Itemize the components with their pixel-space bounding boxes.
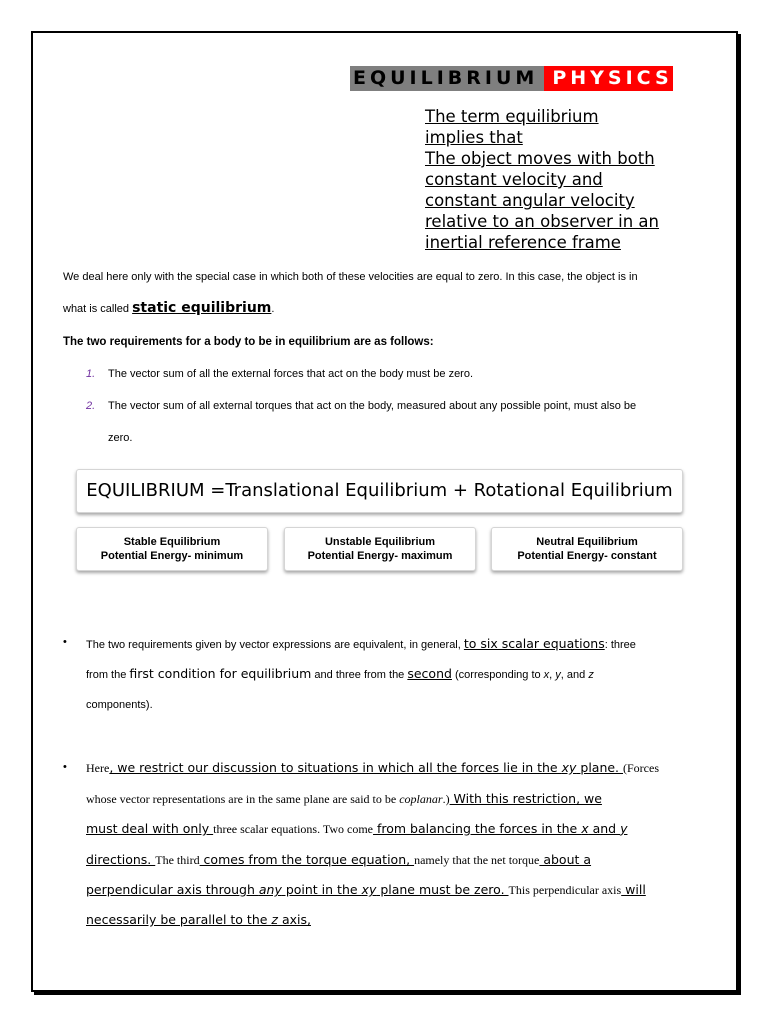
- requirements-heading: The two requirements for a body to be in equilibrium are as follows:: [63, 336, 434, 348]
- intro-line: The term equilibrium: [425, 107, 599, 126]
- intro-line: relative to an observer in an: [425, 212, 660, 231]
- intro-line: constant angular velocity: [425, 191, 635, 210]
- text-run: first condition for equilibrium: [129, 666, 312, 681]
- text-run: what is called: [63, 303, 133, 315]
- text-run: y: [620, 821, 628, 836]
- stable-equilibrium-box: [76, 527, 268, 571]
- text-run: With this restriction, we: [449, 791, 602, 806]
- text-run: The third: [155, 853, 200, 867]
- text-run: .): [442, 792, 450, 806]
- bullet-line: components).: [86, 699, 153, 711]
- text-run: This perpendicular axis: [508, 883, 622, 897]
- text-run: xy: [561, 760, 577, 775]
- text-run: , we restrict our discussion to situations in which all the forces lie in the: [109, 760, 562, 775]
- bullet-icon: •: [63, 761, 67, 773]
- list-item: The vector sum of all external torques that act on the body, measured about any possible point, must also be: [108, 400, 637, 412]
- bullet-line: [86, 636, 636, 651]
- paragraph-line: We deal here only with the special case in which both of these velocities are equal to zero. In this case, the object is in: [63, 271, 638, 283]
- text-run: any: [258, 882, 282, 897]
- text-run: plane must be zero.: [376, 882, 509, 897]
- bullet-line: [86, 912, 311, 927]
- text-run: point in the: [281, 882, 362, 897]
- bullet-line: [86, 852, 591, 868]
- text-run: coplanar: [399, 792, 443, 806]
- unstable-equilibrium-box: [284, 527, 476, 571]
- text-run: : three: [604, 639, 636, 651]
- intro-line: The object moves with both: [425, 149, 655, 168]
- text-run: axis,: [277, 912, 311, 927]
- text-run: (corresponding to: [451, 669, 544, 681]
- text-run: and: [588, 821, 621, 836]
- text-run: z: [271, 912, 278, 927]
- bullet-line: [86, 821, 627, 837]
- box-energy: Potential Energy- constant: [517, 550, 657, 562]
- text-run: .: [271, 303, 275, 315]
- bullet-icon: •: [63, 636, 67, 648]
- title-physics: PHYSICS: [544, 66, 673, 91]
- text-run: must deal with only: [86, 821, 214, 836]
- bullet-line: [86, 666, 594, 681]
- title-equilibrium: EQUILIBRIUM: [350, 66, 544, 91]
- box-title: Unstable Equilibrium: [324, 536, 435, 548]
- text-run: , and: [560, 669, 589, 681]
- text-run: will: [621, 882, 646, 897]
- intro-definition: [425, 106, 700, 253]
- text-run: namely that the net torque: [414, 853, 540, 867]
- text-run: (Forces: [623, 761, 660, 775]
- box-energy: Potential Energy- minimum: [100, 550, 244, 562]
- text-run: x: [581, 821, 589, 836]
- text-run: to six scalar equations: [463, 636, 605, 651]
- box-title: Stable Equilibrium: [123, 536, 221, 548]
- list-item-continuation: zero.: [108, 432, 133, 444]
- bullet-line: [86, 882, 646, 898]
- text-run: and three from the: [311, 669, 408, 681]
- box-title: Neutral Equilibrium: [536, 536, 638, 548]
- text-run: whose vector representations are in the same plane are said to be: [86, 792, 400, 806]
- equation-box: EQUILIBRIUM =Translational Equilibrium + Rotational Equilibrium: [76, 469, 683, 513]
- intro-line: constant velocity and: [425, 170, 603, 189]
- text-run: second: [407, 666, 452, 681]
- bullet-line: [86, 760, 659, 776]
- text-run: The two requirements given by vector expressions are equivalent, in general,: [86, 639, 464, 651]
- text-run: perpendicular axis through: [86, 882, 259, 897]
- text-run: z: [588, 669, 594, 681]
- text-run: from balancing the forces in the: [373, 821, 582, 836]
- text-run: necessarily be parallel to the: [86, 912, 272, 927]
- text-run: comes from the torque equation,: [199, 852, 415, 867]
- neutral-equilibrium-box: [491, 527, 683, 571]
- static-equilibrium-term: static equilibrium: [132, 300, 272, 316]
- text-run: Here: [86, 761, 110, 775]
- paragraph-line: [63, 300, 274, 316]
- list-item: The vector sum of all the external forces that act on the body must be zero.: [108, 368, 474, 380]
- intro-line: implies that: [425, 128, 523, 147]
- text-run: about a: [539, 852, 592, 867]
- text-run: directions.: [86, 852, 156, 867]
- text-run: plane.: [576, 760, 624, 775]
- page-title: [350, 66, 673, 91]
- text-run: three scalar equations. Two come: [213, 822, 374, 836]
- text-run: from the: [86, 669, 130, 681]
- text-run: x: [543, 669, 550, 681]
- text-run: y: [555, 669, 561, 681]
- bullet-line: [86, 791, 602, 807]
- box-energy: Potential Energy- maximum: [307, 550, 453, 562]
- list-number: 1.: [86, 368, 96, 380]
- text-run: ,: [549, 669, 556, 681]
- list-number: 2.: [86, 400, 96, 412]
- text-run: xy: [361, 882, 377, 897]
- intro-line: inertial reference frame: [425, 233, 621, 252]
